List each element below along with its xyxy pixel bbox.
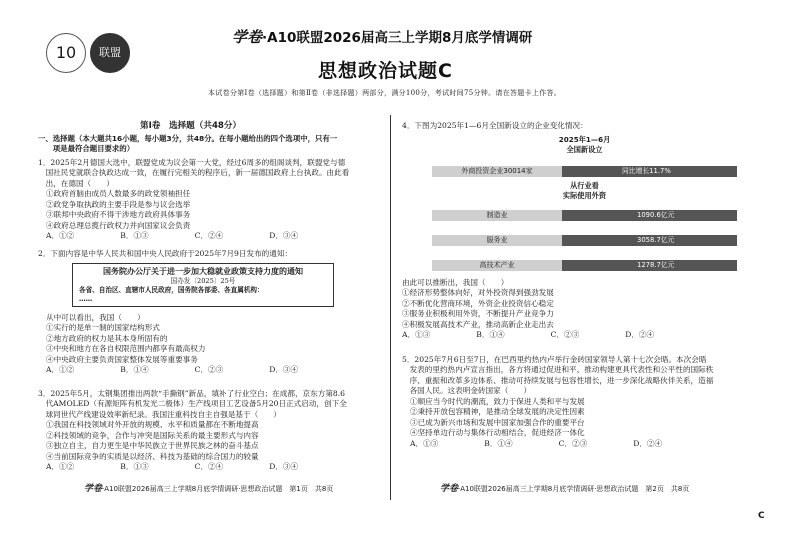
page-footer-right xyxy=(440,483,689,495)
q1-item: ①政府首脑由成员人数最多的政党领袖担任 xyxy=(46,189,191,199)
alliance-logo-icon xyxy=(46,33,86,73)
q1-item: ④政府总理总揽行政权力并向国家议会负责 xyxy=(46,220,191,230)
q3-item: ④当前国际竞争的实质是以经济、科技为基础的综合国力的较量 xyxy=(46,451,259,461)
chart-category-label: 服务业 xyxy=(486,236,508,244)
q4-item: ④积极发展高技术产业，推动高新企业走出去 xyxy=(402,319,554,329)
part-intro-line: 一、选择题（本大题共16小题，每小题3分，共48分。在每小题给出的四个选项中，只有一 xyxy=(38,134,338,143)
footer-brand: 学卷 xyxy=(440,484,459,494)
question-4 xyxy=(402,278,772,341)
q5-item: ④坚持单边行动与集体行动相结合，促进经济一体化 xyxy=(410,428,585,438)
chart-first-label: 外商投资企业30014家 xyxy=(461,167,533,175)
q2-option-a[interactable]: A．①② xyxy=(46,365,75,375)
q3-line: 球同世代产线建设效率新纪录。我国注重科技自主自强是基于（ ） xyxy=(38,409,281,419)
q2-item: ③中央和地方在各自权限范围内都享有最高权力 xyxy=(46,344,206,354)
footer-text: ·A10联盟2026届高三上学期8月底学情调研·思想政治试题 第2页 共8页 xyxy=(458,485,690,493)
chart-title: 2025年1—6月 xyxy=(558,135,611,144)
chart-subtitle: 全国新设立 xyxy=(566,145,603,154)
q3-option-b[interactable]: B．①③ xyxy=(120,462,149,472)
question-1 xyxy=(38,158,383,242)
q5-line: 5．2025年7月6日至7日，在巴西里约热内卢举行金砖国家领导人第十七次会晤。本次会晤 xyxy=(402,355,707,364)
version-mark: C xyxy=(758,511,765,521)
q3-option-d[interactable]: D．③④ xyxy=(269,462,299,472)
question-5 xyxy=(402,355,772,449)
q5-option-c[interactable]: C．②③ xyxy=(558,438,588,448)
q3-line: 代AMOLED（有源矩阵有机发光二极体）生产线项目工艺设备5月20日正式启动，创下全 xyxy=(38,399,347,409)
question-2 xyxy=(46,313,386,376)
q2-item: ①实行的是单一制的国家结构形式 xyxy=(46,323,160,333)
part-intro-line: 项是最符合题目要求的） xyxy=(38,144,135,154)
notice-addressee: 各省、自治区、直辖市人民政府，国务院各部委、各直属机构： xyxy=(79,286,264,295)
q1-option-a[interactable]: A．①② xyxy=(46,231,75,241)
q4-option-d[interactable]: D．②④ xyxy=(625,330,655,340)
q4-item: ①经济形势整体向好，对外投资得到强劲发展 xyxy=(402,288,554,298)
exam-instructions: 本试卷分第Ⅰ卷（选择题）和第Ⅱ卷（非选择题）两部分，满分100分，考试时间75分钟。请在答题卡上作答。 xyxy=(208,89,562,97)
exam-header xyxy=(232,27,532,48)
question-3 xyxy=(38,389,383,473)
q4-option-b[interactable]: B．①④ xyxy=(476,330,505,340)
q4-ask: 由此可以推断出，我国（ ） xyxy=(402,278,509,287)
part-intro xyxy=(38,134,337,154)
q5-option-b[interactable]: B．①④ xyxy=(484,438,513,448)
footer-brand: 学卷 xyxy=(84,484,103,494)
chart-section-subtitle: 实际使用外资 xyxy=(562,191,607,200)
q4-item: ②不断优化营商环境，外资企业投资信心稳定 xyxy=(402,298,554,308)
page-title: 思想政治试题C xyxy=(318,60,453,82)
exam-header-title: ·A10联盟2026届高三上学期8月底学情调研 xyxy=(262,30,533,46)
chart-section-title: 从行业看 xyxy=(570,181,599,190)
brand-logo: 学卷 xyxy=(232,28,263,46)
q3-item: ②科技领域的竞争，合作与冲突是国际关系的最主要形式与内容 xyxy=(46,430,259,440)
q5-item: ①顺应当今时代的潮流，致力于保进人类和平与发展 xyxy=(410,396,585,406)
q4-lead: 4．下图为2025年1—6月全国新设立的企业变化情况： xyxy=(402,121,588,130)
notice-box xyxy=(72,263,334,307)
q1-option-b[interactable]: B．①③ xyxy=(120,231,149,241)
chart-first-value-label: 同比增长11.7% xyxy=(622,167,671,175)
q2-option-b[interactable]: B．①④ xyxy=(120,365,149,375)
q5-line: 发表的里约热内卢宣言指出，各方将通过促进和平、推动构建更具代表性和公平性的国际秩 xyxy=(402,365,714,375)
school-seal-icon xyxy=(90,33,130,73)
q4-option-c[interactable]: C．②③ xyxy=(550,330,580,340)
q2-lead: 2．下面内容是中华人民共和国中央人民政府于2025年7月9日发布的通知： xyxy=(38,249,293,258)
page-footer-left xyxy=(84,483,333,495)
q2-item: ④中央政府主要负责国家整体发展等重要事务 xyxy=(46,354,198,364)
q5-item: ③已成为新兴市场和发展中国家加强合作的重要平台 xyxy=(410,417,585,427)
q4-option-a[interactable]: A．①③ xyxy=(402,330,431,340)
q2-option-d[interactable]: D．③④ xyxy=(269,365,299,375)
question-2-lead xyxy=(38,249,383,259)
q3-line: 3．2025年5月，太钢集团推出两款“手撕钢”新品，填补了行业空白；在成都，京东方第8.6 xyxy=(38,389,346,398)
q1-item: ③联邦中央政府不得干涉地方政府具体事务 xyxy=(46,210,191,220)
notice-ellipsis: …… xyxy=(79,295,93,304)
q2-item: ②地方政府的权力是其本身所固有的 xyxy=(46,333,168,343)
q1-option-d[interactable]: D．③④ xyxy=(269,231,299,241)
q1-line: 国社民党就联合执政达成一致，在履行完相关的程序后，新一届德国政府上台执政。由此看 xyxy=(38,168,350,178)
chart-category-label: 高技术产业 xyxy=(479,261,515,269)
q1-line: 出，在德国（ ） xyxy=(38,178,114,188)
q5-line: 各国人民。这表明金砖国家（ ） xyxy=(402,386,532,396)
notice-doc-number: 国办发〔2025〕25号 xyxy=(170,277,236,286)
q3-option-c[interactable]: C．②④ xyxy=(194,462,224,472)
q2-ask: 从中可以看出，我国（ ） xyxy=(46,313,145,322)
q5-option-a[interactable]: A．①③ xyxy=(410,438,439,448)
chart-category-label: 制造业 xyxy=(486,211,508,219)
q5-item: ②秉持开放包容精神，是推动全球发展的决定性因素 xyxy=(410,407,585,417)
section-title: 第Ⅰ卷 选择题（共48分） xyxy=(140,121,242,131)
q1-item: ②政党争取执政的主要手段是参与议会选举 xyxy=(46,199,191,209)
chart-value-label: 1090.6亿元 xyxy=(637,211,675,219)
notice-title: 国务院办公厅关于进一步加大稳就业政策支持力度的通知 xyxy=(103,267,303,276)
q4-item: ③服务业积极利用外资，不断提升产业竞争力 xyxy=(402,309,554,319)
q1-option-c[interactable]: C．②④ xyxy=(194,231,224,241)
enterprise-chart xyxy=(432,135,737,267)
q5-option-d[interactable]: D．②④ xyxy=(633,438,663,448)
q1-line: 1．2025年2月德国大选中，联盟党成为议会第一大党，经过6周多的组阁谈判，联盟党与德 xyxy=(38,158,346,167)
q3-item: ③独立自主，自力更生是中华民族立于世界民族之林的奋斗基点 xyxy=(46,441,259,451)
chart-value-label: 1278.7亿元 xyxy=(637,261,675,269)
q2-option-c[interactable]: C．②③ xyxy=(194,365,224,375)
q5-line: 序、重振和改革多边体系、推动可持续发展与包容性增长，进一步深化战略伙伴关系，造福 xyxy=(402,375,714,385)
footer-text: ·A10联盟2026届高三上学期8月底学情调研·思想政治试题 第1页 共8页 xyxy=(102,485,334,493)
seal-glyph: 联盟 xyxy=(99,46,121,60)
chart-value-label: 3058.7亿元 xyxy=(637,236,675,244)
logo-glyph: 10 xyxy=(55,42,77,62)
q3-item: ①我国在科技领域对外开放的规模、水平和质量都在不断地提高 xyxy=(46,420,259,430)
column-divider xyxy=(390,115,391,500)
q3-option-a[interactable]: A．①② xyxy=(46,462,75,472)
question-4-lead xyxy=(402,121,772,131)
